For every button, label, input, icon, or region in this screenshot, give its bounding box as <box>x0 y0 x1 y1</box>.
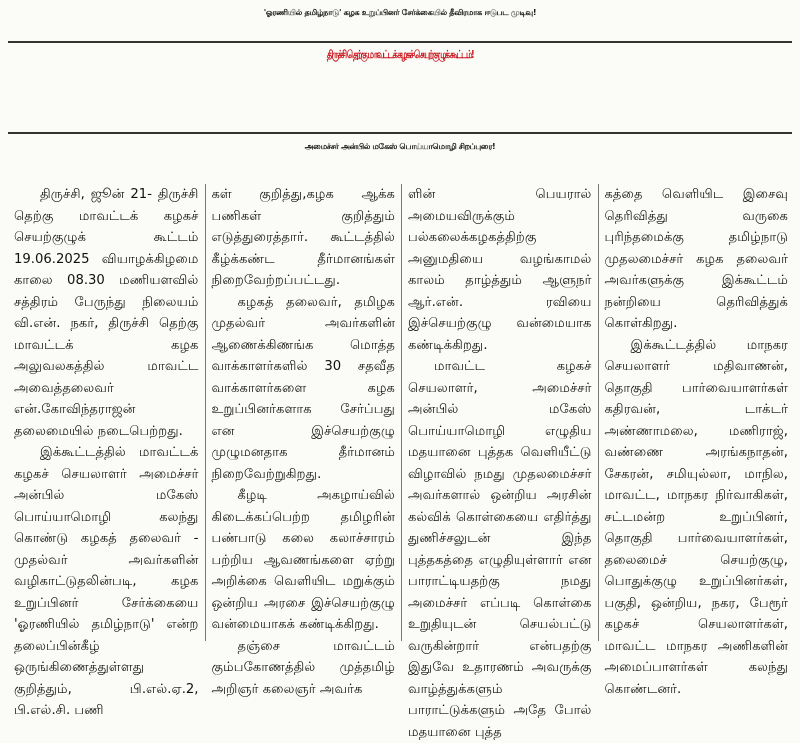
article-paragraph: கத்தை வெளியிட இசைவு தெரிவித்து வருகை புரிந்தமைக்கு தமிழ்நாடு முதலமைச்சர் கழக தலைவர் அவர்களுக்கு இக்கூட்டம் நன்றியை தெரிவித்துக் கொள்கிறது. <box>604 187 788 331</box>
headline: திருச்சி தெற்கு மாவட்டக் கழகச் செயற்குழுக் கூட்டம்! <box>326 48 474 61</box>
kicker-line: 'ஓரணியில் தமிழ்நாடு' கழக உறுப்பினர் சேர்க்கையில் தீவிரமாக ஈடுபட முடிவு! <box>263 8 537 17</box>
article-paragraph: மாவட்ட கழகச் செயலாளர், அமைச்சர் அன்பில் மகேஸ் பொய்யாமொழி எழுதிய மதயானை புத்தக வெளியீட்டு விழாவில் நமது முதலமைச்சர் அவர்களால் ஒன்றிய அரசின் கல்விக் கொள்கையை எதிர்த்து துணிச்சலுடன் இந்த புத்தகத்தை எழுதியுள்ளார் என பாராட்டியதற்கு நமது அமைச்சர் எப்படி கொள்கை உறுதியுடன் செயல்பட்டு வருகின்றார் என்பதற்கு இதுவே உதாரணம் அவருக்கு வாழ்த்துக்களும் பாராட்டுக்களும் அதே போல் மதயானை புத்த <box>408 359 592 740</box>
headline-rule <box>8 132 792 134</box>
article-paragraph: கீழடி அகழாய்வில் கிடைக்கப்பெற்ற தமிழரின் பண்பாடு கலை கலாச்சாரம் பற்றிய ஆவணங்களை ஏற்று அறிக்கை வெளியிட மறுக்கும் ஒன்றிய அரசை இச்செயற்குழு வன்மையாகக் கண்டிக்கிறது. <box>211 488 395 632</box>
article-paragraph: கழகத் தலைவர், தமிழக முதல்வர் அவர்களின் ஆணைக்கிணங்க மொத்த வாக்காளர்களில் 30 சதவீத வாக்காளர்களை கழக உறுப்பினர்களாக சேர்ப்பது என இச்செயற்குழு முழுமனதாக தீர்மானம் நிறைவேற்றுகிறது. <box>211 294 395 482</box>
article-paragraph: திருச்சி, ஜூன் 21- திருச்சி தெற்கு மாவட்டக் கழகச் செயற்குழுக் கூட்டம் 19.06.2025 வியாழக்கிழமை காலை 08.30 மணியளவில் சத்திரம் பேருந்து நிலையம் வி.என். நகர், திருச்சி தெற்கு மாவட்டக் கழக அலுவலகத்தில் மாவட்ட அவைத்தலைவர் என்.கோவிந்தராஜன் தலைமையில் நடைபெற்றது. <box>14 187 199 439</box>
article-column-2 <box>205 184 402 697</box>
article-paragraph: இக்கூட்டத்தில் மாவட்டக் கழகச் செயலாளர் அமைச்சர் அன்பில் மகேஸ் பொய்யாமொழி கலந்து கொண்டு கழகத் தலைவர் - முதல்வர் அவர்களின் வழிகாட்டுதலின்படி, கழக உறுப்பினர் சேர்க்கையை 'ஓரணியில் தமிழ்நாடு' என்ற தலைப்பின்கீழ் ஒருங்கிணைத்துள்ளது குறித்தும், பி.எல்.ஏ.2, பி.எல்.சி. பணி <box>14 445 199 718</box>
subheadline: அமைச்சர் அன்பில் மகேஸ் பொய்யாமொழி சிறப்புரை! <box>304 142 496 151</box>
top-rule <box>8 41 792 43</box>
article-column-4 <box>598 184 795 697</box>
article-column-1 <box>8 184 205 718</box>
article-body <box>8 184 794 740</box>
article-paragraph: தஞ்சை மாவட்டம் கும்பகோணத்தில் முத்தமிழ் அறிஞர் கலைஞர் அவர்க <box>211 638 395 697</box>
article-column-3 <box>401 184 598 740</box>
article-paragraph: ளின் பெயரால் அமையவிருக்கும் பல்கலைக்கழகத்திற்கு அனுமதியை வழங்காமல் காலம் தாழ்த்தும் ஆளுநர் ஆர்.என். ரவியை இச்செயற்குழு வன்மையாக கண்டிக்கிறது. <box>408 187 592 353</box>
article-paragraph: இக்கூட்டத்தில் மாநகர செயலாளர் மதிவாணன், தொகுதி பார்வையாளர்கள் கதிரவன், டாக்டர் அண்ணாமலை, மணிராஜ், வண்ணை அரங்கநாதன், சேகரன், சமியுல்லா, மாநில, மாவட்ட, மாநகர நிர்வாகிகள், சட்டமன்ற உறுப்பினர், தொகுதி பார்வையாளர்கள், தலைமைச் செயற்குழு, பொதுக்குழு உறுப்பினர்கள், பகுதி, ஒன்றிய, நகர, பேரூர் கழகச் செயலாளர்கள், மாவட்ட மாநகர அணிகளின் அமைப்பாளர்கள் கலந்து கொண்டனர். <box>604 337 788 697</box>
article-paragraph: கள் குறித்து,கழக ஆக்க பணிகள் குறித்தும் எடுத்துரைத்தார். கூட்டத்தில் கீழ்க்கண்ட தீர்மானங்கள் நிறைவேற்றப்பட்டது. <box>211 187 395 288</box>
